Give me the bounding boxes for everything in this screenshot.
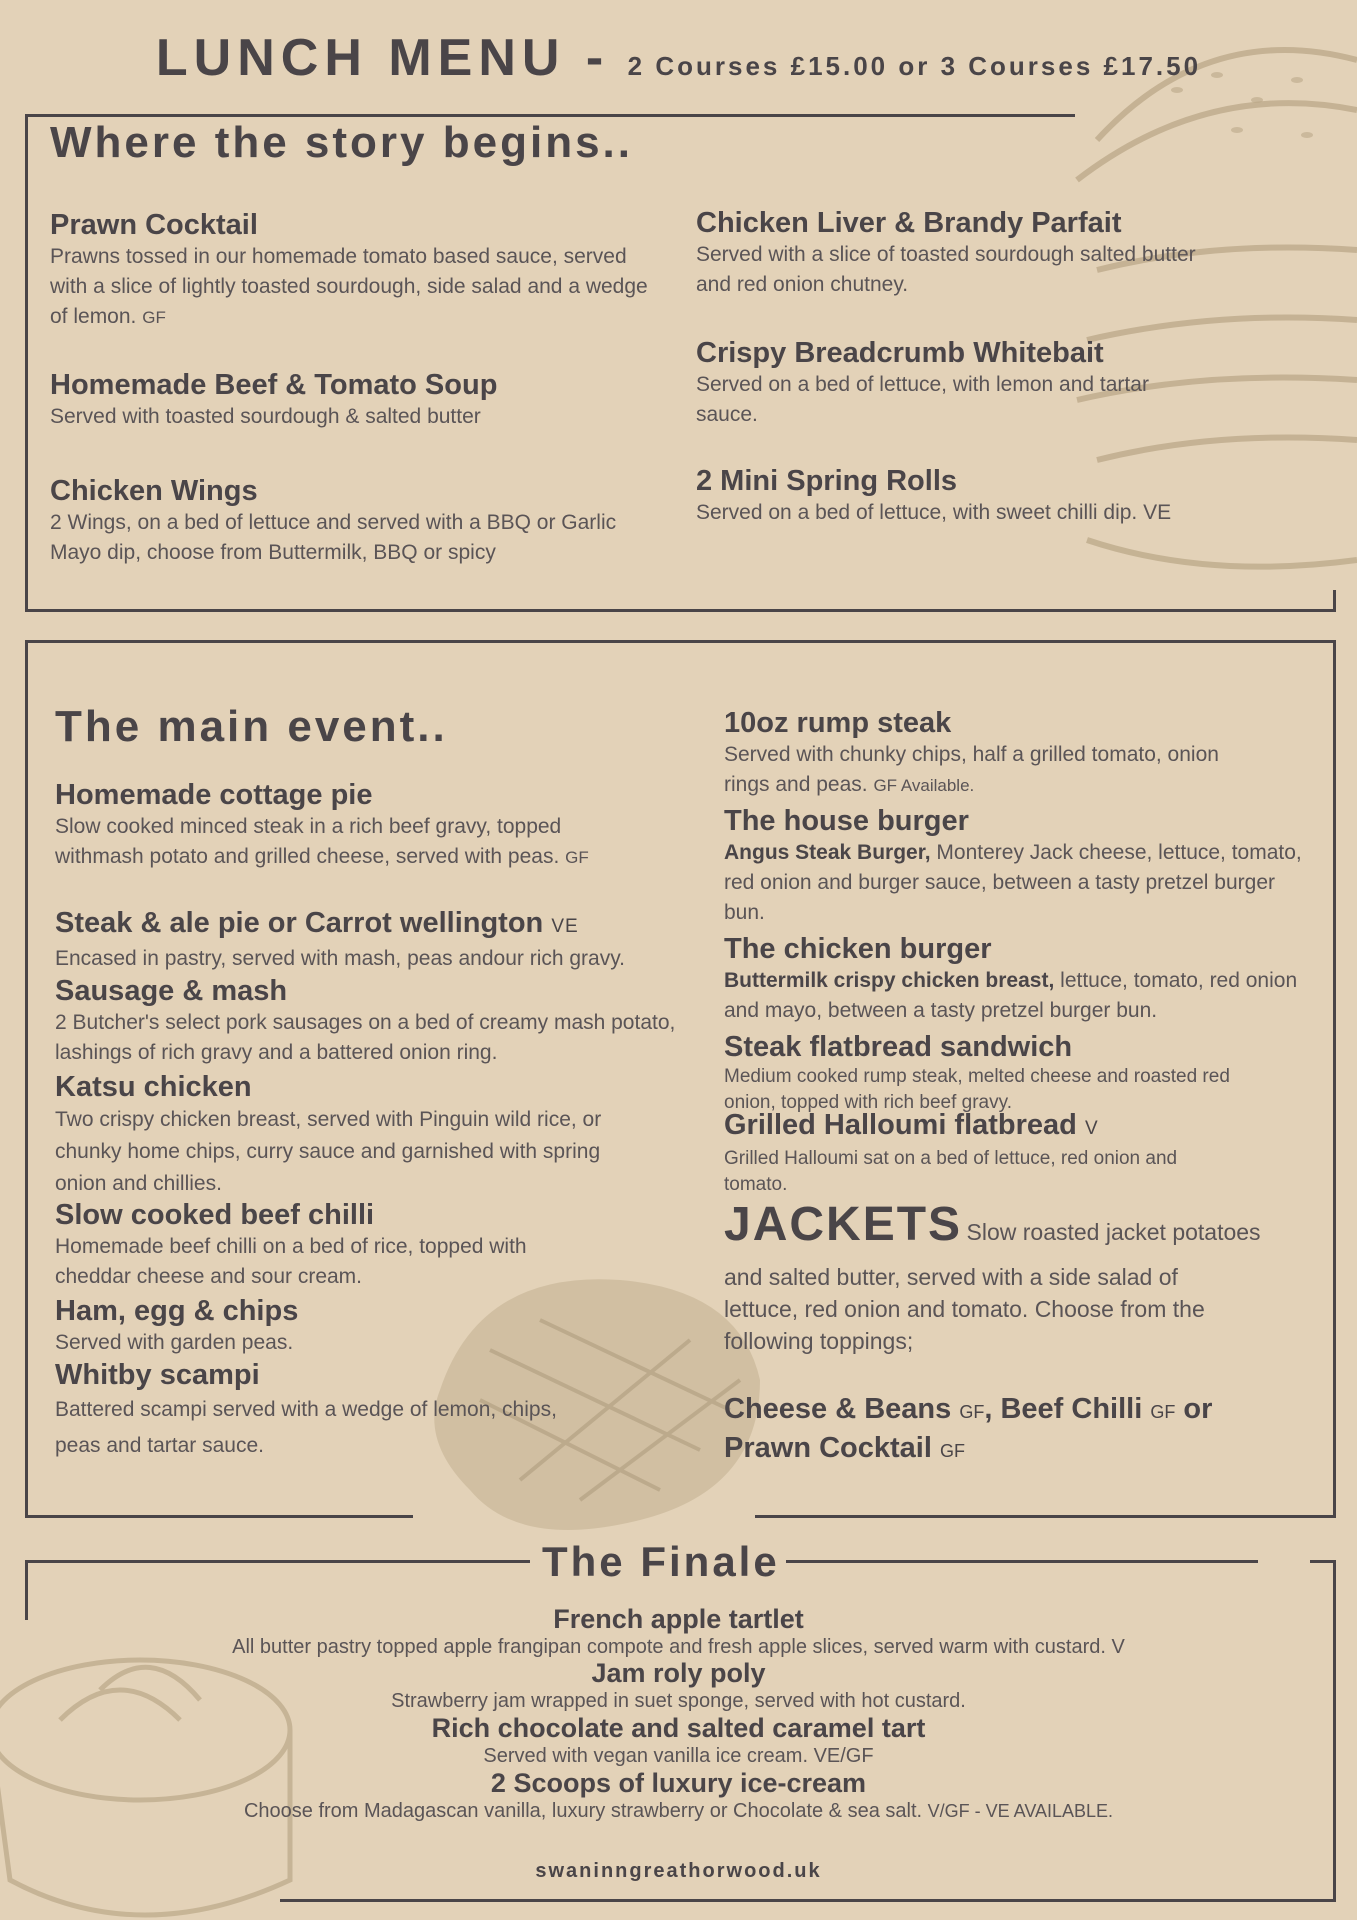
finale-title: The Finale	[538, 1538, 784, 1586]
main-name: Slow cooked beef chilli	[55, 1199, 375, 1231]
dietary-tag: VE	[1143, 501, 1172, 524]
main-item	[724, 1108, 1324, 1200]
dessert-desc: Choose from Madagascan vanilla, luxury strawberry or Chocolate & sea salt. V/GF - VE AVAILABLE.	[243, 1800, 1114, 1822]
menu-title: LUNCH MENU -	[155, 29, 610, 87]
main-desc: Grilled Halloumi sat on a bed of lettuce, red onion and tomato.	[724, 1148, 1178, 1195]
main-item	[55, 1070, 715, 1198]
menu-header	[0, 28, 1357, 88]
dietary-tag: GF Available.	[873, 776, 975, 795]
dietary-tag: V	[1084, 1118, 1099, 1139]
starter-desc: Served on a bed of lettuce, with sweet chilli dip. VE	[696, 501, 1172, 524]
starter-item	[696, 464, 1286, 528]
starter-item	[50, 208, 650, 368]
dessert-item	[30, 1712, 1327, 1767]
mains-left-column	[55, 778, 715, 1464]
main-item	[55, 906, 715, 974]
main-item	[724, 1030, 1324, 1113]
main-item	[55, 1294, 715, 1358]
main-desc: Encased in pastry, served with mash, peas andour rich gravy.	[55, 947, 625, 970]
dessert-desc: All butter pastry topped apple frangipan compote and fresh apple slices, served warm with custard. V	[232, 1636, 1125, 1658]
main-desc: Two crispy chicken breast, served with Pinguin wild rice, or chunky home chips, curry sauce and garnished with spring onion and chillies.	[55, 1108, 602, 1195]
starter-desc: Served with toasted sourdough & salted butter	[50, 405, 481, 428]
main-desc: Served with garden peas.	[55, 1331, 294, 1354]
main-name: Grilled Halloumi flatbread V	[724, 1109, 1099, 1141]
jackets-intro: Slow roasted jacket potatoes	[966, 1219, 1261, 1245]
dessert-item	[30, 1603, 1327, 1657]
mains-border-left	[25, 640, 28, 1518]
mains-title: The main event..	[55, 702, 448, 751]
main-desc: Buttermilk crispy chicken breast, lettuce, tomato, red onion and mayo, between a tasty pretzel burger bun.	[724, 969, 1298, 1022]
mains-border-bottom-left	[25, 1515, 413, 1518]
main-name: Steak & ale pie or Carrot wellington VE	[55, 907, 579, 939]
starter-desc: 2 Wings, on a bed of lettuce and served with a BBQ or Garlic Mayo dip, choose from Buttermilk, BBQ or spicy	[50, 511, 617, 564]
main-desc: Angus Steak Burger, Monterey Jack cheese, lettuce, tomato, red onion and burger sauce, between a tasty pretzel burger bun.	[724, 841, 1302, 924]
dessert-name: 2 Scoops of luxury ice-cream	[490, 1768, 867, 1798]
starter-desc: Prawns tossed in our homemade tomato based sauce, served with a slice of lightly toasted sourdough, side salad and a wedge of lemon. GF	[50, 245, 648, 328]
mains-border-right	[1333, 640, 1336, 1518]
starter-item	[50, 474, 650, 568]
mains-border-top	[25, 640, 1336, 643]
starter-name: 2 Mini Spring Rolls	[696, 465, 958, 497]
starter-desc: Served with a slice of toasted sourdough salted butter and red onion chutney.	[696, 243, 1196, 296]
main-name: The house burger	[724, 805, 969, 837]
starter-name: Chicken Liver & Brandy Parfait	[696, 207, 1122, 239]
finale-border-top-left	[25, 1560, 530, 1563]
starters-title: Where the story begins..	[50, 118, 633, 167]
jackets-desc: and salted butter, served with a side salad of lettuce, red onion and tomato. Choose from the following toppings;	[724, 1264, 1205, 1354]
finale-border-top-right	[786, 1560, 1258, 1563]
main-desc: Battered scampi served with a wedge of lemon, chips, peas and tartar sauce.	[55, 1398, 557, 1457]
dietary-tag: GF	[565, 848, 589, 867]
dietary-tag: V/GF - VE AVAILABLE.	[927, 1801, 1114, 1821]
main-name: Ham, egg & chips	[55, 1295, 299, 1327]
main-item	[724, 804, 1324, 932]
starter-desc: Served on a bed of lettuce, with lemon and tartar sauce.	[696, 373, 1149, 426]
main-item	[724, 932, 1324, 1030]
main-item	[55, 1198, 715, 1294]
main-item	[55, 974, 715, 1070]
main-name: Katsu chicken	[55, 1071, 252, 1103]
main-item	[55, 1358, 715, 1464]
starters-border-left	[25, 114, 28, 612]
dessert-item	[30, 1767, 1327, 1824]
jackets-toppings: Cheese & Beans GF, Beef Chilli GF or Prawn Cocktail GF	[724, 1393, 1213, 1464]
dessert-name: French apple tartlet	[553, 1604, 804, 1634]
starters-border-bottom	[25, 609, 1336, 612]
main-desc: 2 Butcher's select pork sausages on a bed of creamy mash potato, lashings of rich gravy and a battered onion ring.	[55, 1011, 676, 1064]
finale-items	[30, 1603, 1327, 1824]
starter-name: Homemade Beef & Tomato Soup	[50, 369, 498, 401]
starters-border-top	[25, 114, 1075, 117]
mains-right-column	[724, 706, 1324, 1469]
dessert-desc: Served with vegan vanilla ice cream. VE/GF	[483, 1745, 874, 1767]
main-name: Sausage & mash	[55, 975, 288, 1007]
main-name: 10oz rump steak	[724, 707, 952, 739]
main-item	[724, 706, 1324, 804]
main-item	[55, 778, 715, 906]
mains-border-bottom-right	[755, 1515, 1336, 1518]
dessert-name: Rich chocolate and salted caramel tart	[431, 1713, 926, 1743]
starter-name: Chicken Wings	[50, 475, 258, 507]
starter-item	[696, 336, 1286, 464]
finale-border-right	[1333, 1560, 1336, 1902]
main-name: Steak flatbread sandwich	[724, 1031, 1073, 1063]
main-desc: Served with chunky chips, half a grilled tomato, onion rings and peas. GF Available.	[724, 743, 1219, 796]
finale-border-left	[25, 1560, 28, 1620]
starters-right-column	[696, 206, 1286, 528]
dessert-item	[30, 1657, 1327, 1712]
website-link[interactable]: swaninngreathorwood.uk	[535, 1860, 822, 1882]
starter-item	[50, 368, 650, 474]
menu-price-subtitle: 2 Courses £15.00 or 3 Courses £17.50	[627, 51, 1202, 81]
main-name: Homemade cottage pie	[55, 779, 373, 811]
dietary-tag: GF	[142, 308, 166, 327]
main-desc: Medium cooked rump steak, melted cheese and roasted red onion, topped with rich beef gravy.	[724, 1066, 1230, 1113]
starter-name: Prawn Cocktail	[50, 209, 258, 241]
starter-item	[696, 206, 1286, 336]
main-desc: Homemade beef chilli on a bed of rice, topped with cheddar cheese and sour cream.	[55, 1235, 527, 1288]
finale-border-bottom	[280, 1899, 1336, 1902]
dessert-desc: Strawberry jam wrapped in suet sponge, served with hot custard.	[391, 1690, 966, 1712]
main-desc: Slow cooked minced steak in a rich beef gravy, topped withmash potato and grilled cheese, served with peas. GF	[55, 815, 589, 868]
jackets-section	[724, 1200, 1324, 1469]
dessert-name: Jam roly poly	[591, 1658, 766, 1688]
starters-border-right	[1333, 590, 1336, 612]
dietary-tag: VE	[551, 916, 579, 937]
starters-left-column	[50, 208, 650, 568]
jackets-title: JACKETS	[724, 1198, 963, 1251]
main-name: The chicken burger	[724, 933, 992, 965]
starter-name: Crispy Breadcrumb Whitebait	[696, 337, 1104, 369]
main-name: Whitby scampi	[55, 1359, 260, 1391]
